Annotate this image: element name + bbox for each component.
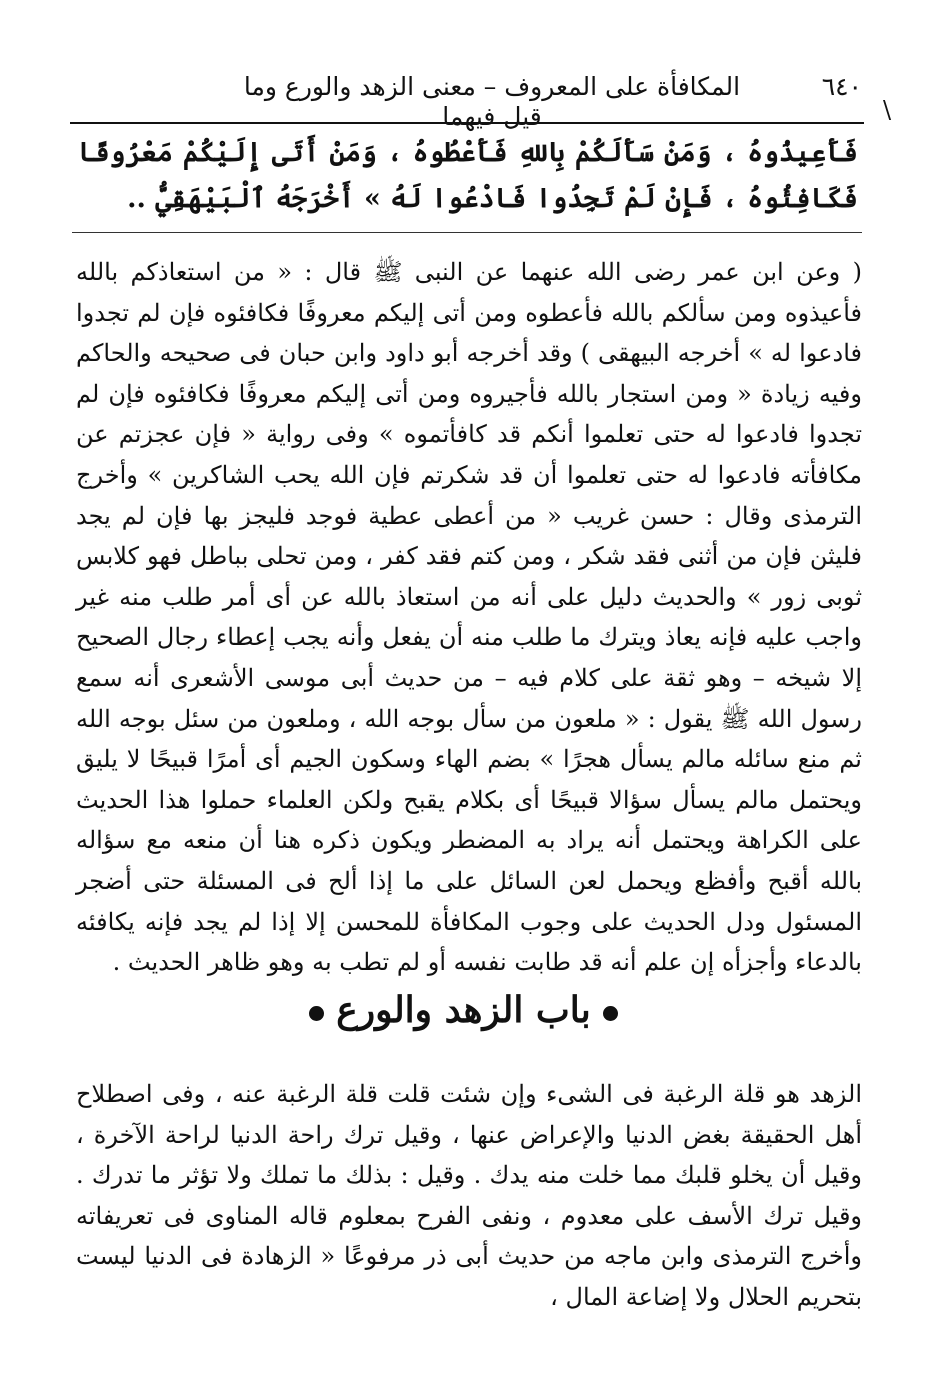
header-divider (70, 122, 864, 124)
hadith-divider (72, 232, 862, 233)
bullet-icon (603, 1006, 618, 1021)
chapter-heading (150, 980, 777, 1040)
margin-mark: \ (883, 96, 892, 124)
page-number: ٦٤٠ (821, 72, 862, 101)
hadith-text: فَأَعِيذُوهُ ، وَمَنْ سَأَلَكُمْ بِاللهِ فَأَعْطُوهُ ، وَمَنْ أَتَى إِلَيْكُمْ مَعْرُوفًا فَكَافِئُوهُ ، فَإِنْ لَمْ تَجِدُوا فَادْعُوا لَهُ » أَخْرَجَهُ ٱلْبَيْهَقِيُّ .. (78, 137, 858, 214)
chapter-title: باب الزهد والورع (336, 989, 591, 1031)
commentary-paragraph: ( وعن ابن عمر رضى الله عنهما عن النبى ﷺ قال : « من استعاذكم بالله فأعيذوه ومن سألكم بالله فأعطوه ومن أتى إليكم معروفًا فكافئوه فإن لم تجدوا فادعوا له » أخرجه البيهقى ) وقد أخرجه أبو داود وابن حبان فى صحيحه والحاكم وفيه زيادة « ومن استجار بالله فأجيروه ومن أتى إليكم معروفًا فكافئوه فإن لم تجدوا فادعوا له حتى تعلموا أنكم قد كافأتموه » وفى رواية « فإن عجزتم عن مكافأته فادعوا له حتى تعلموا أن قد شكرتم فإن الله يحب الشاكرين » وأخرج الترمذى وقال : حسن غريب « من أعطى عطية فوجد فليجز بها فإن لم يجد فليثن فإن من أثنى فقد شكر ، ومن كتم فقد كفر ، ومن تحلى بباطل فهو كلابس ثوبى زور » والحديث دليل على أنه من استعاذ بالله عن أى أمر طلب منه غير واجب عليه فإنه يعاذ ويترك ما طلب منه أن يفعل وأنه يجب إعطاء رجال الصحيح إلا شيخه – وهو ثقة على كلام فيه – من حديث أبى موسى الأشعرى أنه سمع رسول الله ﷺ يقول : « ملعون من سأل بوجه الله ، وملعون من سئل بوجه الله ثم منع سائله مالم يسأل هجرًا » بضم الهاء وسكون الجيم أى أمرًا قبيحًا لا يليق ويحتمل مالم يسأل سؤالا قبيحًا أى بكلام يقبح ولكن العلماء حملوا هذا الحديث على الكراهة ويحتمل أنه يراد به المضطر ويكون ذكره هنا أن منعه مع سؤاله بالله أقبح وأفظع ويحمل لعن السائل على ما إذا ألح فى المسئلة حتى أضجر المسئول ودل الحديث على وجوب المكافأة للمحسن إلا إذا لم يجد فإنه يكافئه بالدعاء وأجزأه إن علم أنه قد طابت نفسه أو لم تطب به وهو ظاهر الحديث . (76, 258, 863, 977)
zuhd-paragraph: الزهد هو قلة الرغبة فى الشىء وإن شئت قلت قلة الرغبة عنه ، وفى اصطلاح أهل الحقيقة بغض الدنيا والإعراض عنها ، وقيل ترك راحة الدنيا لراحة الآخرة ، وقيل أن يخلو قلبك مما خلت منه يدك . وقيل : بذلك ما تملك ولا تؤثر ما تدرك . وقيل ترك الأسف على معدوم ، ونفى الفرح بمعلوم قاله المناوى فى تعريفاته وأخرج الترمذى وابن ماجه من حديث أبى ذر مرفوعًا « الزهادة فى الدنيا ليست بتحريم الحلال ولا إضاعة المال ، (76, 1080, 862, 1311)
page-header (72, 72, 862, 131)
running-title: المكافأة على المعروف – معنى الزهد والورع وما قيل فيهما (243, 72, 741, 131)
bullet-icon (309, 1006, 324, 1021)
